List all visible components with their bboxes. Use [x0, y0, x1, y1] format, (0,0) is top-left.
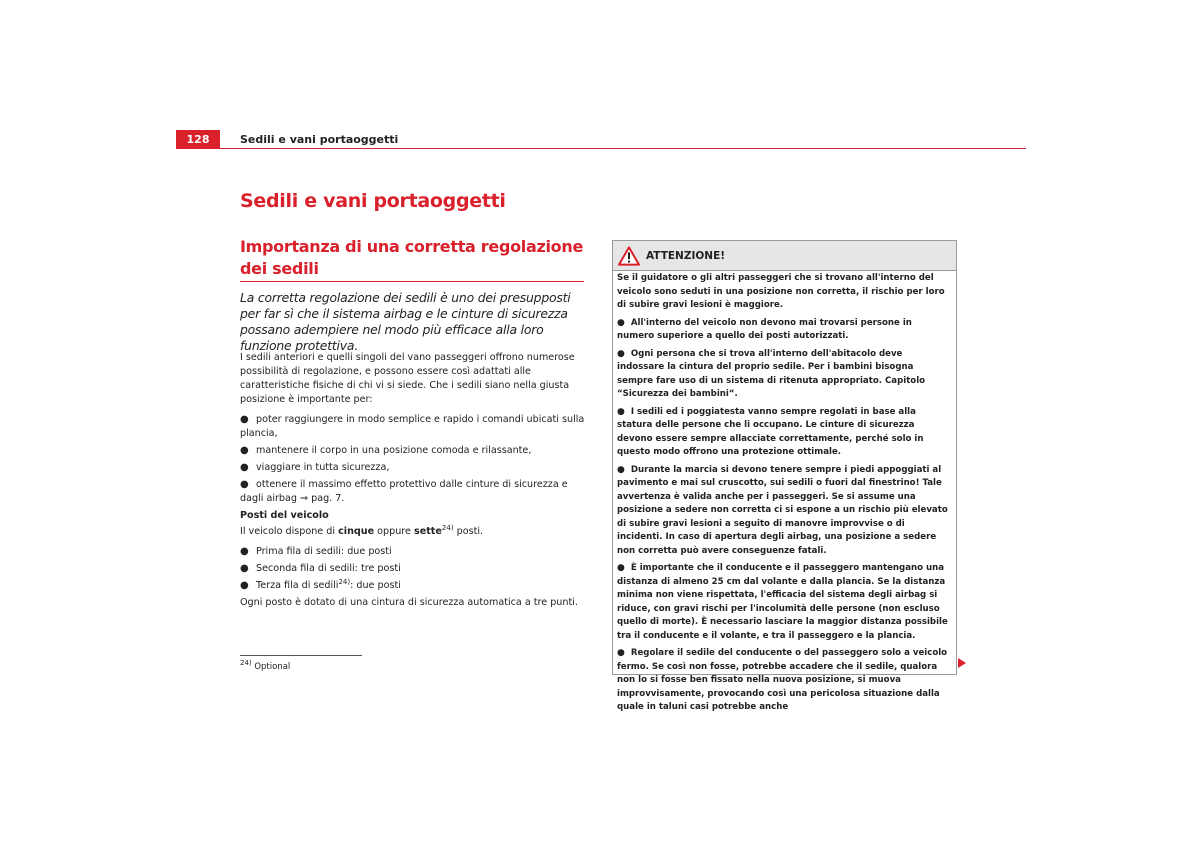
warning-triangle-icon: [618, 246, 640, 266]
bullet-icon: ●: [240, 563, 249, 574]
benefit-list: [240, 413, 586, 506]
warning-item: ● Ogni persona che si trova all'interno dell'abitacolo deve indossare la cintura del proprio sedile. Per i bambini bisogna sempre fare uso di un sistema di ritenuta appropriato. Capitolo “Sicurezza dei bambini“.: [617, 348, 926, 399]
list-item: ● Seconda fila di sedili: tre posti: [240, 563, 401, 574]
warning-item: ● È importante che il conducente e il passeggero mantengano una distanza di almeno 25 cm dal volante e dalla plancia. Se la distanza minima non viene rispettata, l'efficacia del sistema degli airbag si riduce, con gravi rischi per l'incolumità delle persone (non escluso quello di morte). È necessario lasciare la maggior distanza possibile tra il conducente e il volante, e tra il passeggero e la plancia.: [617, 563, 948, 641]
intro-paragraph: La corretta regolazione dei sedili è uno dei presupposti per far sì che il sistema airbag e le cinture di sicurezza possano adempiere nel modo più efficace alla loro funzione protettiva.: [240, 290, 571, 353]
bullet-icon: ●: [240, 445, 249, 456]
section-rule: [240, 281, 584, 282]
warning-item: ● Regolare il sedile del conducente o del passeggero solo a veicolo fermo. Se così non fosse, potrebbe accadere che il sedile, qualora non lo si fosse ben fissato nella nuova posizione, si muova improvvisamente, provocando così una pericolosa situazione dalla quale in taluni casi potrebbe anche: [617, 648, 948, 712]
body-paragraph: I sedili anteriori e quelli singoli del vano passeggeri offrono numerose possibilità di regolazione, e possono essere così adattati alle caratteristiche fisiche di chi vi si siede. Che i sedili siano nella giusta posizione è importante per:: [240, 352, 575, 405]
vehicle-seats-paragraph: Il veicolo dispone di cinque oppure sette$^{24)}$ posti.: [240, 523, 484, 537]
footnote-number: 24): [240, 659, 252, 668]
warning-intro: Se il guidatore o gli altri passeggeri che si trovano all'interno del veicolo sono seduti in una posizione non corretta, il rischio per loro di subire gravi lesioni è maggiore.: [617, 273, 945, 310]
footnote-rule: [240, 655, 362, 656]
seat-rows-list: [240, 545, 586, 593]
running-title: Sedili e vani portaoggetti: [240, 133, 399, 146]
bullet-icon: ●: [617, 563, 625, 573]
bullet-icon: ●: [240, 462, 249, 473]
list-item: ● Prima fila di sedili: due posti: [240, 546, 392, 557]
warning-box: [612, 240, 957, 712]
bullet-icon: ●: [617, 648, 625, 658]
closing-paragraph: Ogni posto è dotato di una cintura di sicurezza automatica a tre punti.: [240, 597, 578, 608]
list-item: ● ottenere il massimo effetto protettivo dalle cinture di sicurezza e dagli airbag ⇒ pag. 7.: [240, 479, 568, 504]
warning-item: ● Durante la marcia si devono tenere sempre i piedi appoggiati al pavimento e mai sul cruscotto, sui sedili o fuori dal finestrino! Tale avvertenza è valida anche per i passeggeri. Se si assume una posizione a sedere non corretta ci si espone a un rischio più elevato di subire gravi lesioni a seguito di manovre improvvise o di incidenti. In caso di apertura degli airbag, una posizione a sedere non corretta può avere conseguenze fatali.: [617, 464, 948, 556]
list-item: ● mantenere il corpo in una posizione comoda e rilassante,: [240, 445, 532, 456]
list-item: ● Terza fila di sedili$^{24)}$: due posti: [240, 577, 401, 591]
bullet-icon: ●: [240, 414, 249, 425]
warning-header: [613, 241, 956, 271]
bullet-icon: ●: [617, 348, 625, 359]
section-title: Importanza di una corretta regolazione dei sedili: [240, 237, 584, 278]
bullet-icon: ●: [240, 580, 249, 591]
warning-title: ATTENZIONE!: [646, 249, 726, 262]
warning-item: ● I sedili ed i poggiatesta vanno sempre regolati in base alla statura delle persone che li occupano. Le cinture di sicurezza devono essere sempre allacciate correttamente, perché solo in questo modo offrono una protezione ottimale.: [617, 406, 924, 457]
subheading: Posti del veicolo: [240, 510, 329, 521]
chapter-title: Sedili e vani portaoggetti: [240, 190, 506, 212]
footnote: [240, 659, 291, 672]
footnote-ref: 24): [441, 523, 454, 532]
bullet-icon: ●: [240, 479, 249, 490]
body-text: [240, 351, 586, 616]
warning-item: ● All'interno del veicolo non devono mai trovarsi persone in numero superiore a quello dei posti autorizzati.: [617, 317, 912, 341]
continue-arrow-icon: [958, 658, 966, 668]
list-item: ● poter raggiungere in modo semplice e rapido i comandi ubicati sulla plancia,: [240, 414, 585, 439]
bullet-icon: ●: [617, 406, 625, 417]
footnote-ref: 24): [338, 577, 351, 586]
page-number: 128: [176, 130, 220, 149]
footnote-text: Optional: [254, 662, 291, 672]
header-rule: [176, 148, 1026, 149]
warning-body: [613, 271, 956, 715]
bullet-icon: ●: [617, 464, 625, 475]
bullet-icon: ●: [617, 317, 625, 328]
list-item: ● viaggiare in tutta sicurezza,: [240, 462, 390, 473]
bullet-icon: ●: [240, 546, 249, 557]
